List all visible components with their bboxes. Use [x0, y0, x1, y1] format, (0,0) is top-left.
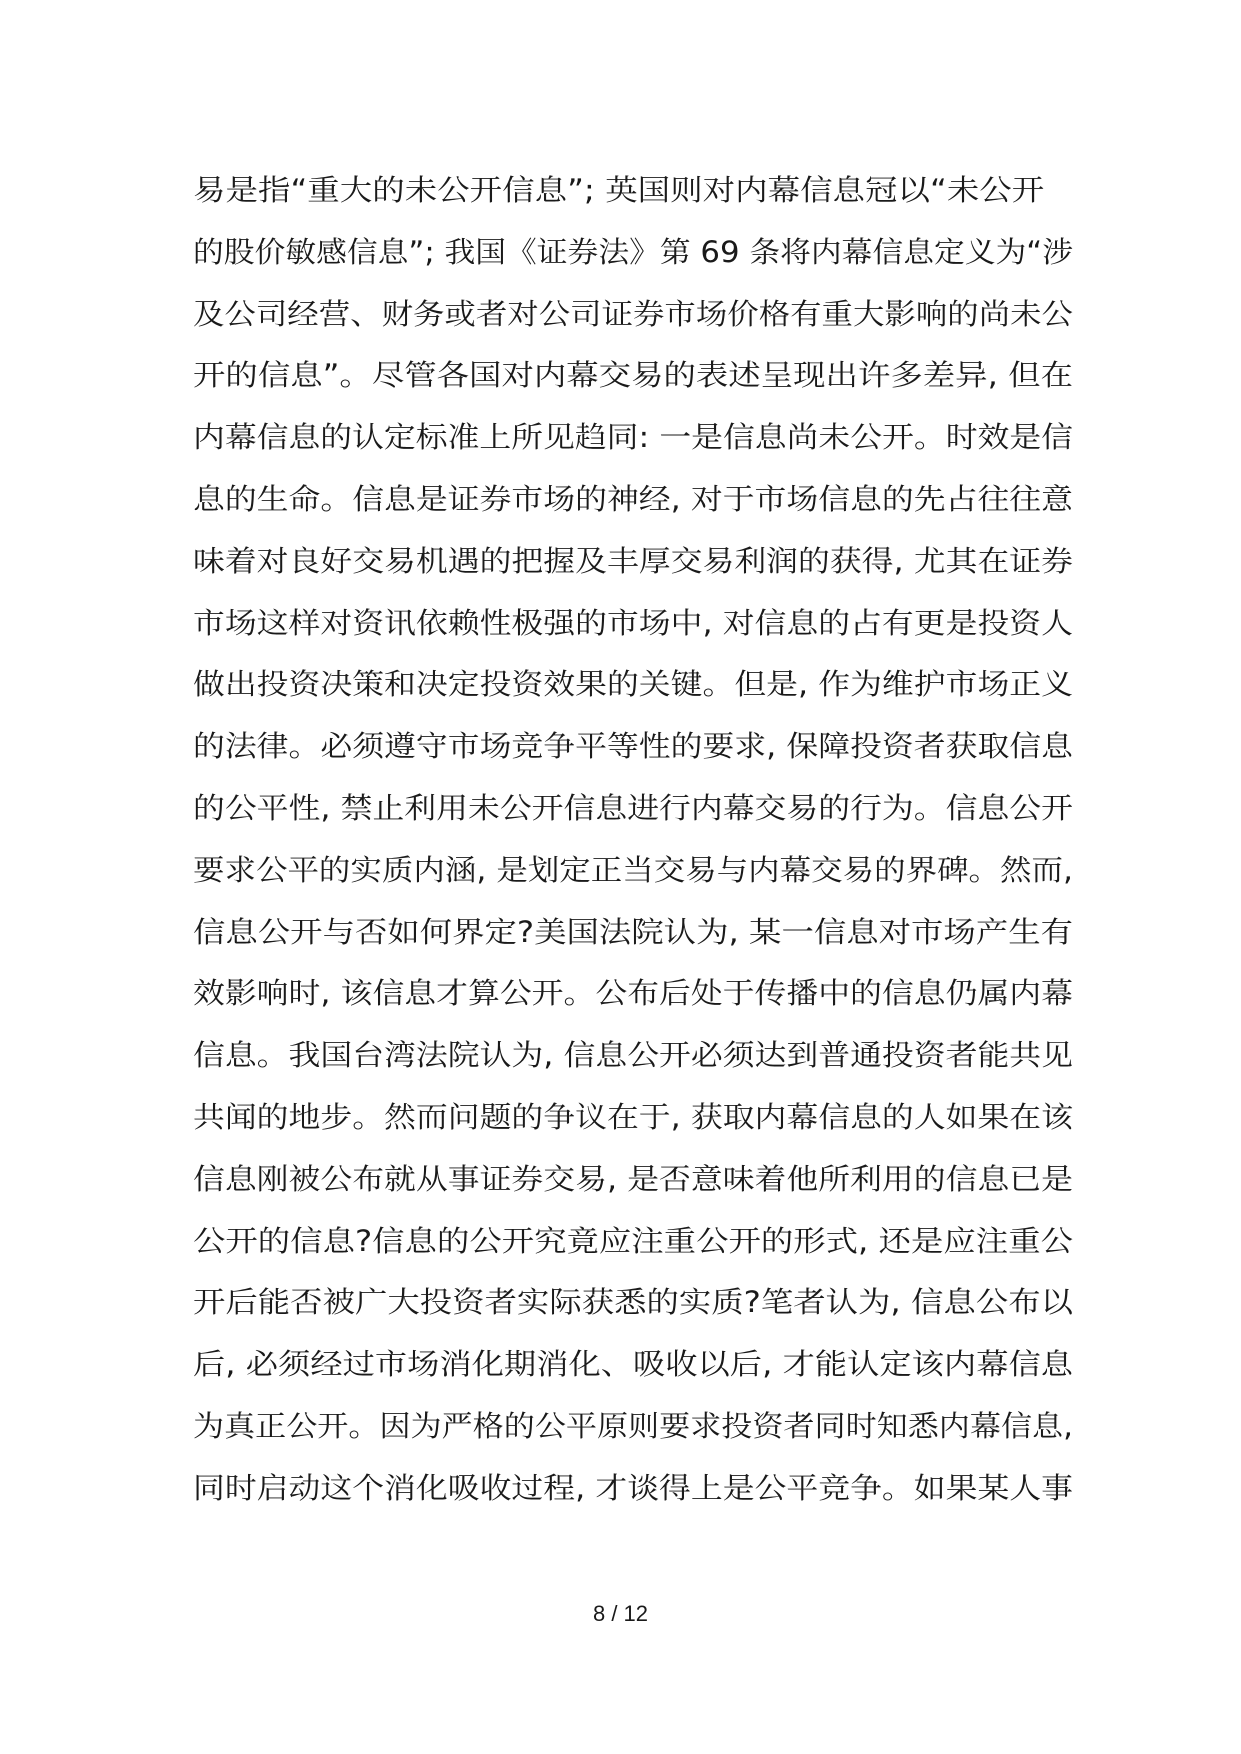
text-line: 息的生命。信息是证券市场的神经, 对于市场信息的先占往往意 [193, 481, 1073, 516]
text-line: 信息公开与否如何界定?美国法院认为, 某一信息对市场产生有 [193, 914, 1073, 949]
text-line: 同时启动这个消化吸收过程, 才谈得上是公平竞争。如果某人事 [193, 1470, 1073, 1505]
text-line: 开的信息”。尽管各国对内幕交易的表述呈现出许多差异, 但在 [193, 358, 1073, 393]
text-line: 做出投资决策和决定投资效果的关键。但是, 作为维护市场正义 [193, 667, 1073, 702]
text-line: 的公平性, 禁止利用未公开信息进行内幕交易的行为。信息公开 [193, 790, 1073, 825]
text-line: 的股价敏感信息”; 我国《证券法》第 69 条将内幕信息定义为“涉 [193, 234, 1073, 269]
text-line: 效影响时, 该信息才算公开。公布后处于传播中的信息仍属内幕 [193, 976, 1073, 1011]
text-line: 市场这样对资讯依赖性极强的市场中, 对信息的占有更是投资人 [193, 605, 1073, 640]
text-line: 的法律。必须遵守市场竞争平等性的要求, 保障投资者获取信息 [193, 729, 1073, 764]
body-text [193, 160, 1073, 1520]
text-line: 公开的信息?信息的公开究竟应注重公开的形式, 还是应注重公 [193, 1223, 1073, 1258]
text-line: 内幕信息的认定标准上所见趋同: 一是信息尚未公开。时效是信 [193, 420, 1073, 455]
text-line: 共闻的地步。然而问题的争议在于, 获取内幕信息的人如果在该 [193, 1099, 1073, 1134]
text-line: 易是指“重大的未公开信息”; 英国则对内幕信息冠以“未公开 [193, 173, 1045, 207]
text-line: 要求公平的实质内涵, 是划定正当交易与内幕交易的界碑。然而, [193, 852, 1073, 887]
text-line: 信息刚被公布就从事证券交易, 是否意味着他所利用的信息已是 [193, 1161, 1073, 1196]
text-line: 后, 必须经过市场消化期消化、吸收以后, 才能认定该内幕信息 [193, 1347, 1073, 1382]
text-line: 为真正公开。因为严格的公平原则要求投资者同时知悉内幕信息, [193, 1408, 1073, 1443]
text-line: 味着对良好交易机遇的把握及丰厚交易利润的获得, 尤其在证券 [193, 543, 1073, 578]
text-line: 信息。我国台湾法院认为, 信息公开必须达到普通投资者能共见 [193, 1038, 1073, 1073]
text-line: 及公司经营、财务或者对公司证券市场价格有重大影响的尚未公 [193, 296, 1073, 331]
text-line: 开后能否被广大投资者实际获悉的实质?笔者认为, 信息公布以 [193, 1285, 1073, 1320]
page-number: 8 / 12 [592, 1601, 649, 1626]
